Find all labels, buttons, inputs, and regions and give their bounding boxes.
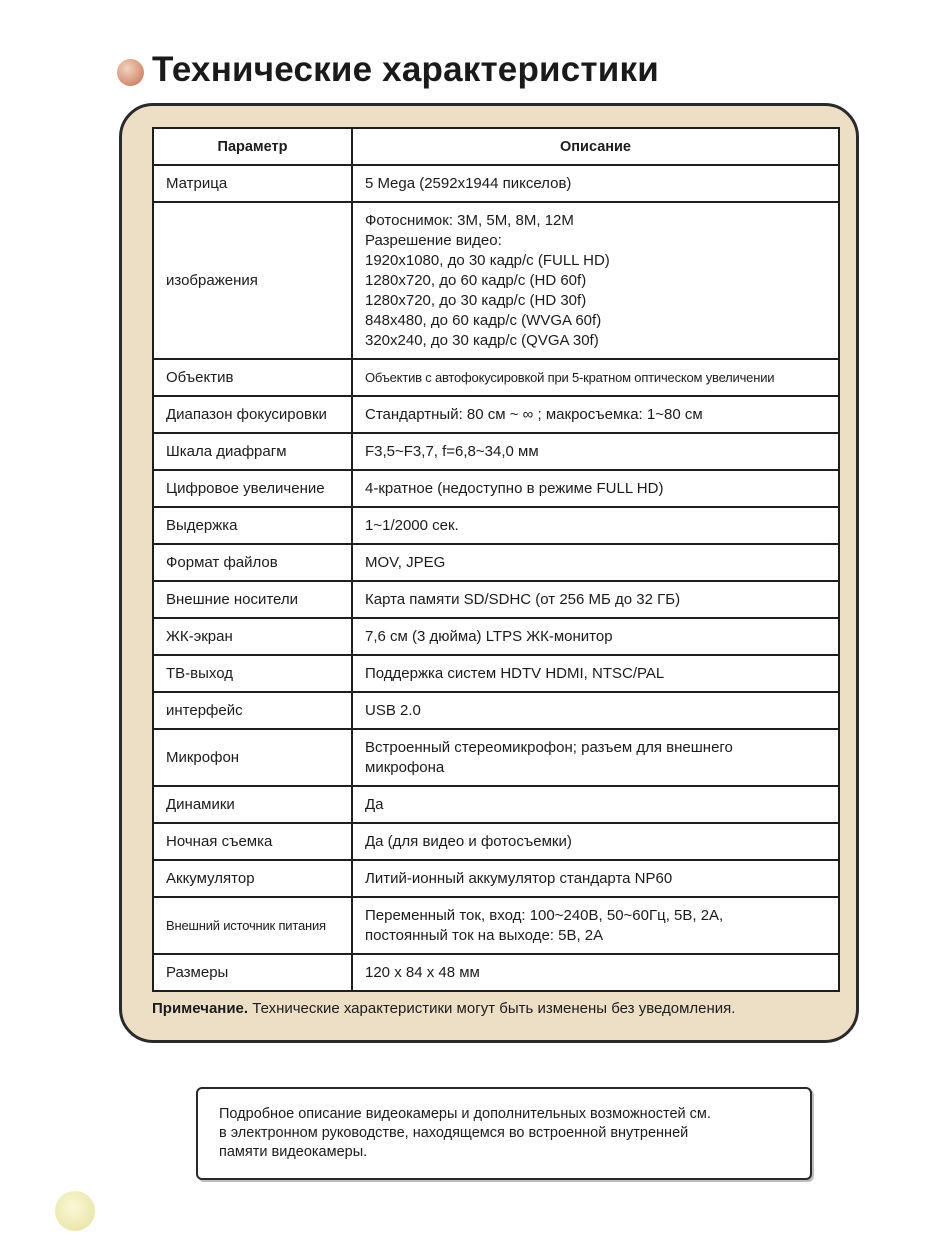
specs-table (152, 127, 840, 992)
param-cell: Внешний источник питания (153, 897, 352, 954)
title-bullet-icon (117, 59, 144, 86)
note-label: Примечание. (152, 1000, 249, 1017)
note (152, 1000, 735, 1017)
param-cell: Цифровое увеличение (153, 470, 352, 507)
desc-cell: F3,5~F3,7, f=6,8~34,0 мм (352, 433, 839, 470)
param-cell: ЖК-экран (153, 618, 352, 655)
param-cell: Формат файлов (153, 544, 352, 581)
param-cell: ТВ-выход (153, 655, 352, 692)
table-row (153, 729, 839, 786)
param-cell: интерфейс (153, 692, 352, 729)
param-cell: изображения (153, 202, 352, 359)
table-row (153, 359, 839, 396)
info-box (196, 1087, 812, 1180)
table-row (153, 544, 839, 581)
desc-cell: Стандартный: 80 см ~ ∞ ; макросъемка: 1~80 см (352, 396, 839, 433)
desc-cell: Да (для видео и фотосъемки) (352, 823, 839, 860)
desc-cell: USB 2.0 (352, 692, 839, 729)
desc-cell: Поддержка систем HDTV HDMI, NTSC/PAL (352, 655, 839, 692)
table-row (153, 860, 839, 897)
desc-cell: Литий-ионный аккумулятор стандарта NP60 (352, 860, 839, 897)
param-cell: Ночная съемка (153, 823, 352, 860)
param-cell: Объектив (153, 359, 352, 396)
param-cell: Выдержка (153, 507, 352, 544)
desc-cell: MOV, JPEG (352, 544, 839, 581)
desc-cell: Объектив с автофокусировкой при 5-кратном оптическом увеличении (352, 359, 839, 396)
header-param: Параметр (153, 128, 352, 165)
desc-cell: Фотоснимок: 3M, 5M, 8M, 12M Разрешение видео: 1920x1080, до 30 кадр/с (FULL HD) 1280x720, до 60 кадр/с (HD 60f) 1280x720, до 30 кадр/с (HD 30f) 848x480, до 60 кадр/с (WVGA 60f) 320x240, до 30 кадр/с (QVGA 30f) (352, 202, 839, 359)
table-row (153, 433, 839, 470)
table-row (153, 581, 839, 618)
table-row (153, 692, 839, 729)
param-cell: Динамики (153, 786, 352, 823)
desc-cell: 7,6 см (3 дюйма) LTPS ЖК-монитор (352, 618, 839, 655)
table-row (153, 618, 839, 655)
desc-cell: 1~1/2000 сек. (352, 507, 839, 544)
desc-cell: Да (352, 786, 839, 823)
note-text: Технические характеристики могут быть изменены без уведомления. (248, 1000, 736, 1017)
page-title: Технические характеристики (152, 50, 659, 89)
param-cell: Внешние носители (153, 581, 352, 618)
param-cell: Матрица (153, 165, 352, 202)
table-row (153, 954, 839, 991)
desc-cell: 5 Mega (2592x1944 пикселов) (352, 165, 839, 202)
table-row (153, 165, 839, 202)
table-row (153, 202, 839, 359)
desc-cell: Встроенный стереомикрофон; разъем для внешнего микрофона (352, 729, 839, 786)
param-cell: Размеры (153, 954, 352, 991)
table-row (153, 507, 839, 544)
table-row (153, 470, 839, 507)
header-desc: Описание (352, 128, 839, 165)
param-cell: Шкала диафрагм (153, 433, 352, 470)
page-marker-icon (55, 1191, 95, 1231)
table-row (153, 786, 839, 823)
desc-cell: 4-кратное (недоступно в режиме FULL HD) (352, 470, 839, 507)
param-cell: Диапазон фокусировки (153, 396, 352, 433)
desc-cell: 120 x 84 x 48 мм (352, 954, 839, 991)
table-row (153, 396, 839, 433)
param-cell: Микрофон (153, 729, 352, 786)
desc-cell: Карта памяти SD/SDHC (от 256 МБ до 32 ГБ) (352, 581, 839, 618)
param-cell: Аккумулятор (153, 860, 352, 897)
table-row (153, 897, 839, 954)
table-row (153, 655, 839, 692)
table-row (153, 823, 839, 860)
table-header-row (153, 128, 839, 165)
info-text: Подробное описание видеокамеры и дополнительных возможностей см. в электронном руководстве, находящемся во встроенной внутренней памяти видеокамеры. (219, 1106, 711, 1160)
desc-cell: Переменный ток, вход: 100~240В, 50~60Гц, 5В, 2А, постоянный ток на выходе: 5В, 2А (352, 897, 839, 954)
